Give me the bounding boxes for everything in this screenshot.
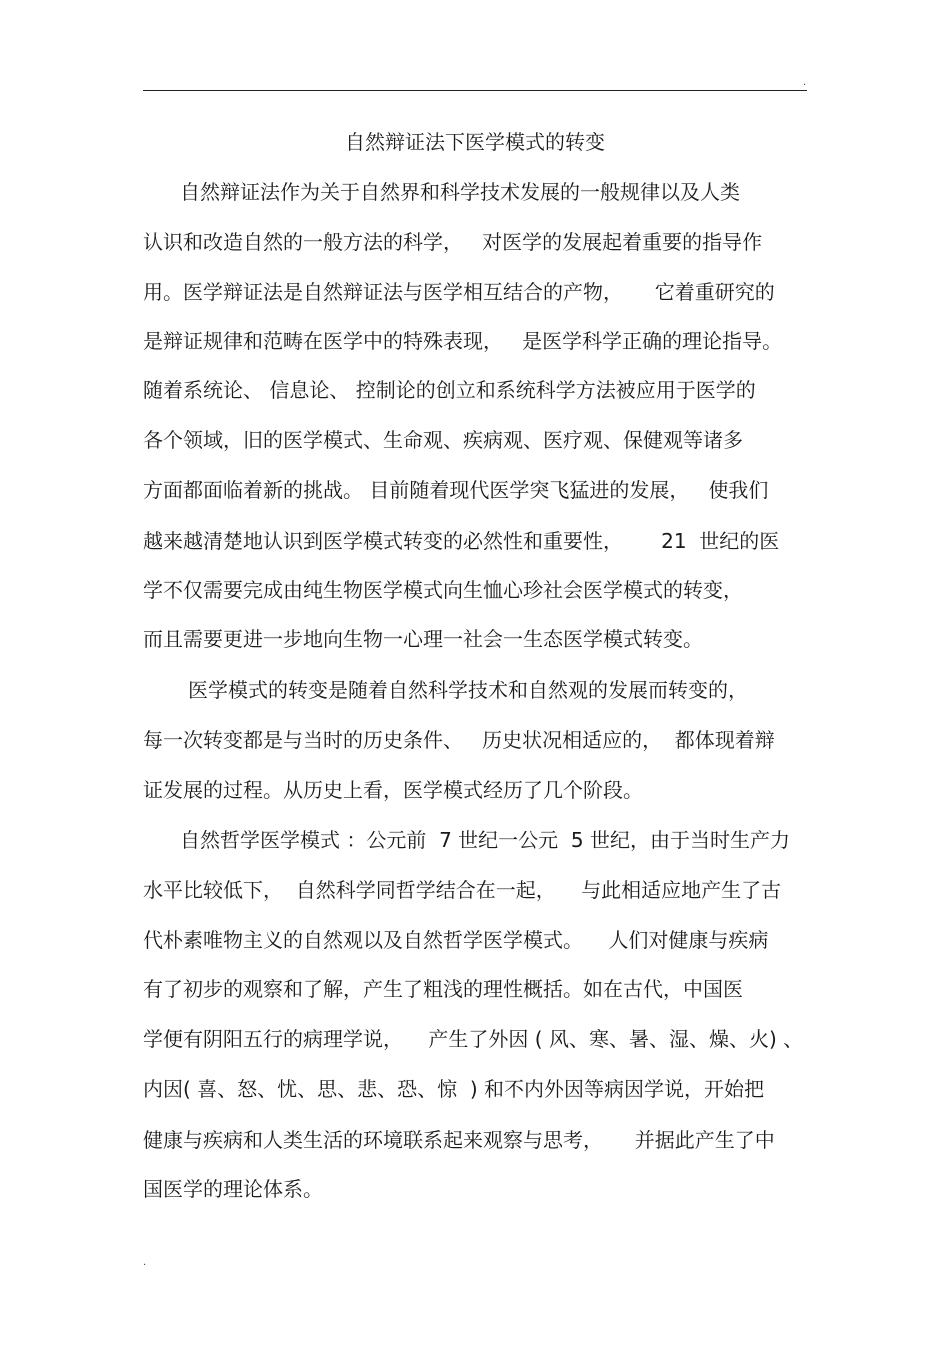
text-line-5: 随着系统论、 信息论、 控制论的创立和系统科学方法被应用于医学的 [143, 378, 756, 402]
text-line-7: 方面都面临着新的挑战。 目前随着现代医学突飞猛进的发展， 使我们 [143, 478, 769, 502]
text-line-8: 越来越清楚地认识到医学模式转变的必然性和重要性， 21 世纪的医 [143, 529, 780, 553]
text-line-1: 自然辩证法作为关于自然界和科学技术发展的一般规律以及人类 [180, 180, 740, 204]
text-line-3: 用。医学辩证法是自然辩证法与医学相互结合的产物， 它着重研究的 [143, 280, 775, 304]
text-line-9: 学不仅需要完成由纯生物医学模式向生恤心珍社会医学模式的转变， [143, 578, 743, 602]
text-line-14: 自然哲学医学模式 ：公元前 7 世纪一公元 5 世纪，由于当时生产力 [180, 828, 790, 852]
header-rule [143, 90, 807, 91]
text-line-21: 国医学的理论体系。 [143, 1177, 323, 1201]
text-line-17: 有了初步的观察和了解，产生了粗浅的理性概括。如在古代，中国医 [143, 977, 743, 1001]
footer-dot: . [143, 1257, 147, 1268]
text-line-11: 医学模式的转变是随着自然科学技术和自然观的发展而转变的， [188, 678, 748, 702]
text-line-16: 代朴素唯物主义的自然观以及自然哲学医学模式。 人们对健康与疾病 [143, 928, 769, 952]
text-line-13: 证发展的过程。从历史上看，医学模式经历了几个阶段。 [143, 778, 643, 802]
document-title: 自然辩证法下医学模式的转变 [345, 130, 605, 154]
text-line-10: 而且需要更进一步地向生物一心理一社会一生态医学模式转变。 [143, 627, 703, 651]
text-line-15: 水平比较低下， 自然科学同哲学结合在一起， 与此相适应地产生了古 [143, 878, 782, 902]
text-line-20: 健康与疾病和人类生活的环境联系起来观察与思考， 并据此产生了中 [143, 1128, 775, 1152]
text-line-2: 认识和改造自然的一般方法的科学， 对医学的发展起着重要的指导作 [143, 230, 763, 254]
text-line-4: 是辩证规律和范畴在医学中的特殊表现， 是医学科学正确的理论指导。 [143, 329, 783, 353]
text-line-12: 每一次转变都是与当时的历史条件、 历史状况相适应的， 都体现着辩 [143, 728, 775, 752]
text-line-6: 各个领域，旧的医学模式、生命观、疾病观、医疗观、保健观等诸多 [143, 428, 743, 452]
header-dot: . [803, 77, 807, 88]
text-line-19: 内因( 喜、怒、忧、思、悲、恐、惊 ) 和不内外因等病因学说，开始把 [143, 1077, 765, 1101]
text-line-18: 学便有阴阳五行的病理学说， 产生了外因 ( 风、寒、暑、湿、燥、火) 、 [143, 1027, 804, 1051]
